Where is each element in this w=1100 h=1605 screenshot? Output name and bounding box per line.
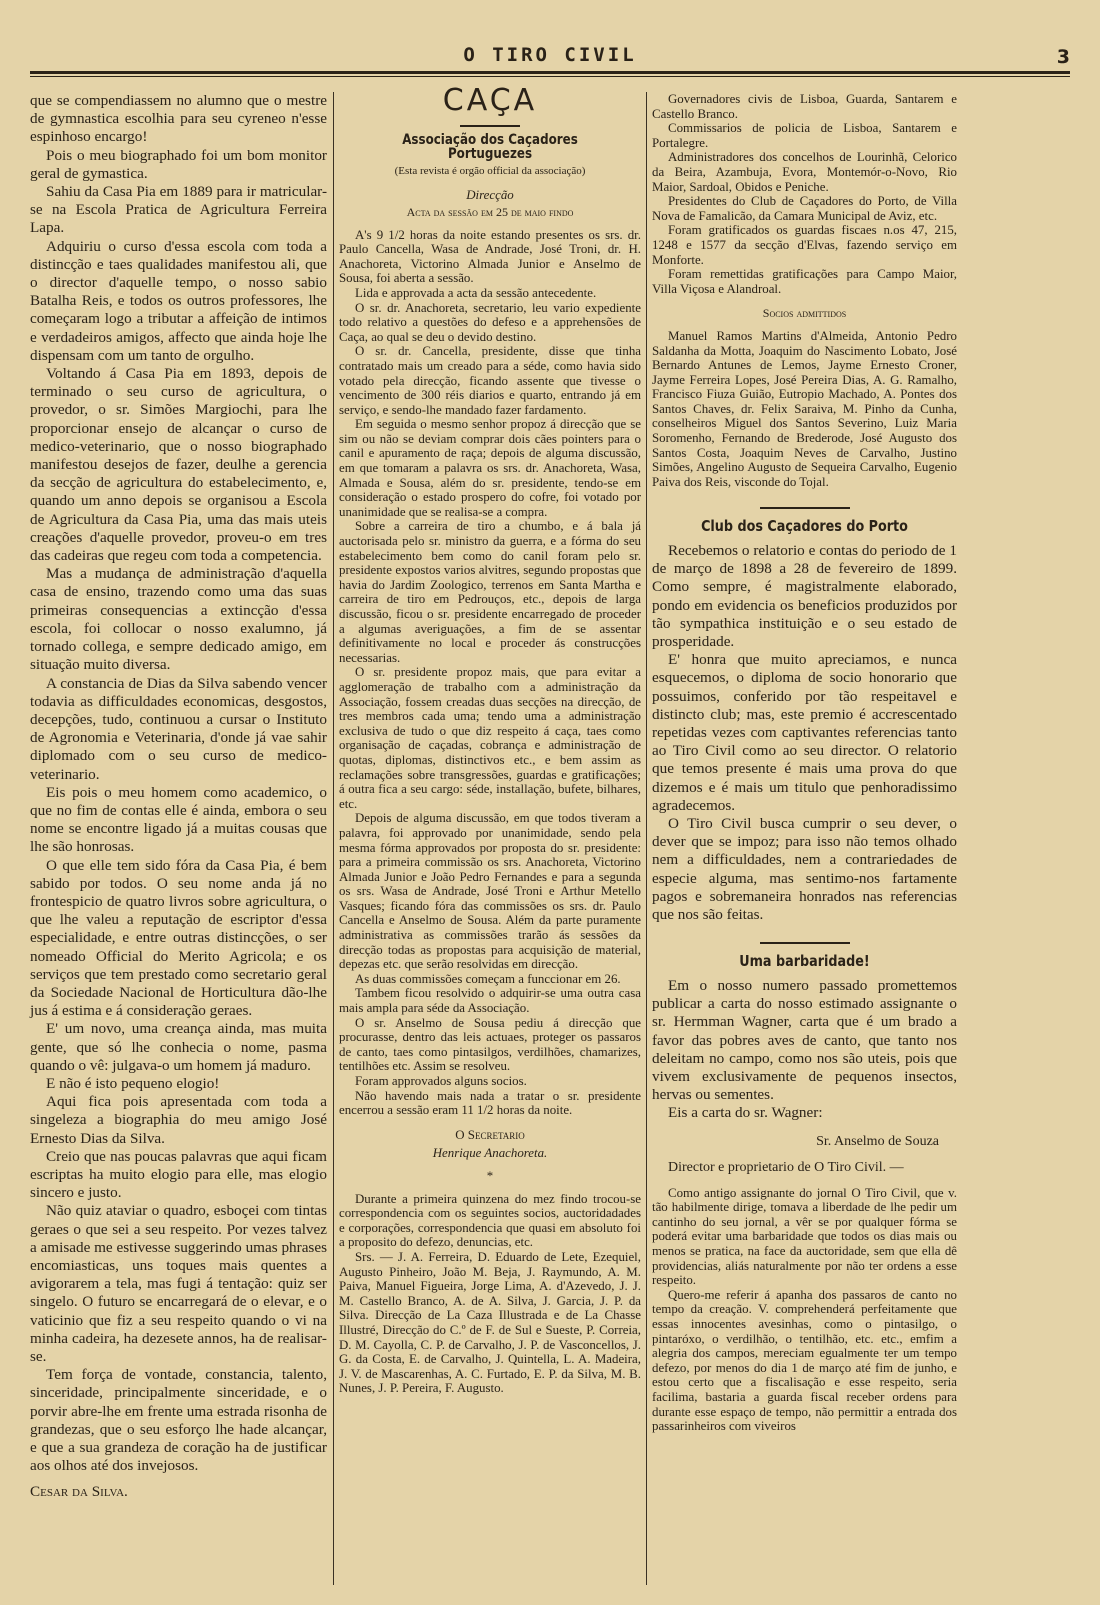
divider <box>760 507 850 509</box>
paragraph: Eis pois o meu homem como academico, o que no fim de contas elle é ainda, embora o seu nome se encontre ligado já a muitas cousas que lhe são honrosas. <box>30 783 327 856</box>
paragraph: As duas commissões começam a funccionar em 26. <box>355 971 621 986</box>
column-caca <box>339 83 641 1396</box>
secretary-title: O Secretario <box>455 1127 525 1142</box>
members-heading: Socios admittidos <box>762 306 847 321</box>
paragraph: O sr. dr. Cancella, presidente, disse que tinha contratado mais um creado para a séde, como havia sido votado pela direcção, ficando assente que tivesse o vencimento de 300 réis diarios e quarto, entrando já em serviço, e sendo-lhe mandado fazer fardamento. <box>339 344 641 417</box>
paragraph: Sobre a carreira de tiro a chumbo, e á bala já auctorisada pelo sr. ministro da guerra, e a fórma do seu estabelecimento bem como do canil foram pelo sr. presidente expostos varios alvitres, segundo propostas que havia do Jardim Zoologico, terrenos em Santa Martha e carreira de tiro em Pedrouços, etc., depois de larga discussão, ficou o sr. presidente encarregado de proceder a algumas averiguações, a fim de se assentar definitivamente no local e proceder ás construcções necessarias. <box>339 519 641 665</box>
paragraph: Foram approvados alguns socios. <box>355 1074 527 1088</box>
paragraph: O que elle tem sido fóra da Casa Pia, é bem sabido por todos. O seu nome anda já no frontespicio de quatro livros sobre agricultura, o que lhe valeu a reputação de escriptor d'essa especialidade, e entre outras distincções, o ser nomeado Official do Merito Agricola; e os serviços que tem prestado como secretario geral da Sociedade Nacional de Horticultura dão-lhe jus á estima e á consideração geraes. <box>30 856 327 1020</box>
masthead: O TIRO CIVIL <box>463 44 637 66</box>
header-rule-thick <box>30 71 1070 74</box>
paragraph: E' honra que muito apreciamos, e nunca esquecemos, o diploma de socio honorario que possuimos, conferido por tão respeitavel e distincto club; mas, este premio é accrescentado repetidas vezes com captivantes referencias tanto ao Tiro Civil como ao seu director. O relatorio que temos presente é mais uma prova do que dizemos e é mais um titulo que penhoradissimo agradecemos. <box>652 651 957 814</box>
paragraph: Lida e approvada a acta da sessão antecedente. <box>355 285 597 300</box>
paragraph: O Tiro Civil busca cumprir o seu dever, o dever que se impoz; para isso não temos olhado nem a difficuldades, nem a contrariedades de especie alguma, mas sentimo-nos fartamente pagos e sobremaneira honrados nas referencias que nos são feitas. <box>652 815 957 924</box>
letter-recipient: Sr. Anselmo de Souza <box>816 1133 939 1149</box>
letter-dedication: Director e proprietario de O Tiro Civil. — <box>668 1160 904 1176</box>
paragraph: Creio que nas poucas palavras que aqui ficam escriptas ha muito elogio para elle, mas elogio sincero e justo. <box>30 1147 327 1202</box>
divider <box>460 125 520 127</box>
paragraph: O sr. Anselmo de Sousa pediu á direcção que procurasse, dentro das leis actuaes, proteger os passaros de canto, taes como pintasilgos, verdilhões, chamarizes, tentilhões etc. Assim se resolveu. <box>339 1015 641 1074</box>
paragraph: A's 9 1/2 horas da noite estando presentes os srs. dr. Paulo Cancella, Wasa de Andrade, José Troni, dr. H. Anachoreta, Victorino Almada Junior e Anselmo de Sousa, foi aberta a sessão. <box>339 227 641 286</box>
paragraph: Administradores dos concelhos de Lourinhã, Celorico da Beira, Azambuja, Evora, Montemór-o-Novo, Rio Maior, Sardoal, Obidos e Peniche. <box>652 150 957 194</box>
paragraph: Adquiriu o curso d'essa escola com toda a distincção e taes qualidades manifestou ali, que o director d'aquelle tempo, o nosso sabio Batalha Reis, e todos os outros professores, lhe começaram logo a tributar a affeição de intimos e verdadeiros amigos, affecto que ainda hoje lhe dispensam com um tanto de orgulho. <box>30 237 327 364</box>
members-list: Manuel Ramos Martins d'Almeida, Antonio Pedro Saldanha da Motta, Joaquim do Nascimento Lobato, José Bernardo Antunes de Lemos, Jayme Ernesto Croner, Jayme Ferreira Lopes, José Pereira Dias, A. G. Ramalho, Francisco Fiuza Guião, Eutropio Machado, A. Pontes dos Santos Chaves, dr. Felix Saraiva, M. Pinho da Cunha, conselheiros Miguel dos Santos Severino, Luiz Maria Soromenho, Fernando de Brederode, José Augusto dos Santos Costa, Joaquim Neves de Carvalho, Justino Simões, Angelino Augusto de Sequeira Carvalho, Eugenio Paiva dos Reis, visconde do Tojal. <box>652 328 957 489</box>
paragraph: Commissarios de policia de Lisboa, Santarem e Portalegre. <box>652 121 957 150</box>
section-title: CAÇA <box>442 83 538 118</box>
paragraph: Voltando á Casa Pia em 1893, depois de terminado o seu curso de agricultura, o provedor, o sr. Simões Margiochi, para lhe proporcionar ensejo de alcançar o curso de medico-veterinario, que o nosso biographado manifestou desejos de fazer, deulhe a gerencia da secção de agricultura do estabelecimento, e, quando um anno depois se organisou a Escola de Agricultura da Casa Pia, uma das mais uteis creações d'aquelle provedor, proveu-o em tres das cadeiras que regeu com toda a competencia. <box>30 365 327 565</box>
paragraph: Aqui fica pois apresentada com toda a singeleza a biographia do meu amigo José Ernesto Dias da Silva. <box>30 1093 327 1147</box>
column-divider <box>333 92 334 1585</box>
paragraph: Depois de alguma discussão, em que todos tiveram a palavra, foi approvado por unanimidade, sendo pela mesma fórma approvados por proposta do sr. presidente: para a primeira commissão os srs. Anachoreta, Victorino Almada Junior e João Pedro Fernandes e para a segunda os srs. Wasa de Andrade, José Troni e Arthur Metello Vasques; ficando fóra das commissões os srs. dr. Paulo Cancella e Anselmo de Sousa. Além da parte puramente administrativa as commissões trarão ás sessões da direcção todas as propostas para acquisição de material, depezas etc. que serão resolvidas em direcção. <box>339 811 641 972</box>
paragraph: Não quiz ataviar o quadro, esboçei com tintas geraes o que sei a seu respeito. Por vezes talvez a amisade me estivesse suggerindo umas phrases encomiasticas, uns toques mais quentes a avigorarem a tela, mas fugi á tentação: quiz ser singelo. O futuro se encarregará de o elevar, e o vaticinio que fiz a seu respeito quando o vi na minha cadeira, ha dezesete annos, ha de realisar-se. <box>30 1202 327 1366</box>
paragraph: Eis a carta do sr. Wagner: <box>668 1104 823 1122</box>
article-heading: Associação dos Caçadores Portuguezes <box>402 131 578 163</box>
column-biography <box>30 92 327 1502</box>
subsection-title: Direcção <box>466 188 514 203</box>
header-rule-thin <box>30 76 1070 77</box>
paragraph: Presidentes do Club de Caçadores do Porto, de Villa Nova de Famalicão, da Camara Municipal de Aviz, etc. <box>652 194 957 223</box>
article-heading: Uma barbaridade! <box>739 952 870 971</box>
paragraph: Em seguida o mesmo senhor propoz á direcção que se sim ou não se deviam comprar dois cães pointers para o canil e apuramento de raça; depois de alguma discussão, em que tomaram a palavra os srs. dr. Anachoreta, Wasa, Almada e Sousa, além do sr. presidente, tendo-se em consideração o estado prospero do cofre, foi votado por unanimidade que se realisa-se a compra. <box>339 417 641 519</box>
paragraph: Pois o meu biographado foi um bom monitor geral de gymastica. <box>30 146 327 182</box>
paragraph: que se compendiassem no alumno que o mestre de gymnastica escolhia para seu cyreneo n'esse espinhoso encargo! <box>30 92 327 146</box>
column-divider <box>646 92 647 1585</box>
article-subnote: (Esta revista é orgão official da associação) <box>394 164 586 177</box>
divider <box>760 942 850 944</box>
secretary-name: Henrique Anachoreta. <box>432 1146 548 1161</box>
paragraph: E não é isto pequeno elogio! <box>46 1074 220 1092</box>
paragraph: Tambem ficou resolvido o adquirir-se uma outra casa mais ampla para séde da Associação. <box>339 986 641 1016</box>
paragraph: Mas a mudança de administração d'aquella casa de ensino, trazendo como uma das suas primeiras consequencias a extincção d'essa escola, foi collocar o nosso exalumno, já tornado collega, e sempre dedicado amigo, em situação muito diversa. <box>30 565 327 674</box>
paragraph: Foram gratificados os guardas fiscaes n.os 47, 215, 1248 e 1577 da secção d'Elvas, fazendo serviço em Monforte. <box>652 223 957 267</box>
paragraph: O sr. dr. Anachoreta, secretario, leu vario expediente todo relativo a questões do defeso e a apprehensões de Caça, ao qual se deu o devido destino. <box>339 300 641 344</box>
paragraph: Srs. — J. A. Ferreira, D. Eduardo de Lete, Ezequiel, Augusto Pinheiro, João M. Beja, J. Raymundo, A. M. Paiva, Manuel Figueira, Jorge Lima, A. d'Azevedo, J. J. M. Castello Branco, A. de A. Silva, J. Garcia, J. P. da Silva. Direcção de La Caza Illustrada e de La Chasse Illustré, Direcção do C.º de F. de Sul e Sueste, P. Correia, D. M. Cayolla, C. P. de Carvalho, J. P. de Vasconcellos, J. G. da Costa, E. de Carvalho, J. Quintella, L. A. Madeira, J. V. de Mascarenhas, A. C. Furtado, E. P. da Silva, M. B. Nunes, J. P. Pereira, F. Augusto. <box>339 1249 641 1396</box>
author-signature: Cesar da Silva. <box>30 1483 128 1501</box>
paragraph: Quero-me referir á apanha dos passaros de canto no tempo da creação. V. comprehenderá perfeitamente que essas innocentes avesinhas, como o pintasilgo, o pintaróxo, o verdilhão, o tentilhão, etc. etc., emfim a alegria dos campos, mereciam egualmente ter um tempo defezo, por menos do dia 1 de março até fim de junho, e estou certo que a fiscalisação e esse respeito, seria facilima, bastaria a guarda fiscal receber ordens para durante esse espaço de tempo, não permittir a entrada dos passarinheiros com viveiros <box>652 1287 957 1434</box>
paragraph: O sr. presidente propoz mais, que para evitar a agglomeração de trabalho com a administração da Associação, fossem creadas duas secções na direcção, de tres membros cada uma; tendo uma a administração exclusiva de tudo o que diz respeito á caça, taes como organisação de caçadas, cobrança e administração de quotas, diplomas, distinctivos etc., e bem assim as reclamações sobre transgressões, guardas e gratificações; á outra fica a seu cargo: séde, installação, bufete, bilhares, etc. <box>339 665 641 811</box>
minutes-title: Acta da sessão em 25 de maio findo <box>406 204 574 219</box>
paragraph: A constancia de Dias da Silva sabendo vencer todavia as difficuldades economicas, desgostos, decepções, tudo, continuou a cursar o Instituto de Agronomia e Veterinaria, d'onde já vae sahir diplomado com o seu curso de medico-veterinario. <box>30 674 327 783</box>
paragraph: Durante a primeira quinzena do mez findo trocou-se correspondencia com os seguintes socios, auctoridadades e corporações, correspondencia que quasi em absoluto foi a proposito do defezo, denuncias, etc. <box>339 1191 641 1250</box>
paragraph: E' um novo, uma creança ainda, mas muita gente, que só lhe conhecia o nome, pasma quando o vê: julgava-o um homem já maduro. <box>30 1020 327 1074</box>
paragraph: Recebemos o relatorio e contas do periodo de 1 de março de 1898 a 28 de fevereiro de 1899. Como sempre, é magistralmente elaborado, pondo em evidencia os beneficios produzidos por tão sympathica instituição e o seu estado de prosperidade. <box>652 542 957 651</box>
paragraph: Como antigo assignante do jornal O Tiro Civil, que v. tão habilmente dirige, tomava a liberdade de lhe pedir um cantinho do seu jornal, a vêr se por qualquer fórma se poderá evitar uma barbaridade que todos os dias mais ou menos se pratica, na face da auctoridade, sem que ella dê providencias, aliás naturalmente por não ter ordens a esse respeito. <box>652 1185 957 1288</box>
article-heading: Club dos Caçadores do Porto <box>701 517 908 536</box>
paragraph: Sahiu da Casa Pia em 1889 para ir matricular-se na Escola Pratica de Agricultura Ferreira Lapa. <box>30 183 327 237</box>
asterisk-separator: * <box>486 1168 494 1183</box>
paragraph: Tem força de vontade, constancia, talento, sinceridade, principalmente sinceridade, e o porvir abre-lhe em frente uma estrada risonha de grandezas, que o seu esforço lhe hade alcançar, e que a sua grandeza de coração ha de justificar aos olhos até dos invejosos. <box>30 1366 327 1475</box>
paragraph: Governadores civis de Lisboa, Guarda, Santarem e Castello Branco. <box>652 92 957 121</box>
paragraph: Foram remettidas gratificações para Campo Maior, Villa Viçosa e Alandroal. <box>652 267 957 296</box>
paragraph: Não havendo mais nada a tratar o sr. presidente encerrou a sessão eram 11 1/2 horas da noite. <box>339 1088 641 1118</box>
column-clubs <box>652 92 957 1434</box>
page-number: 3 <box>1056 46 1070 68</box>
paragraph: Em o nosso numero passado promettemos publicar a carta do nosso estimado assignante o sr. Hermman Wagner, carta que é um brado a favor das pobres aves de canto, que tanto nos deleitam no campo, como nos são uteis, pois que vivem exclusivamente de pequenos insectos, hervas ou sementes. <box>652 976 957 1104</box>
page-header <box>30 40 1070 70</box>
